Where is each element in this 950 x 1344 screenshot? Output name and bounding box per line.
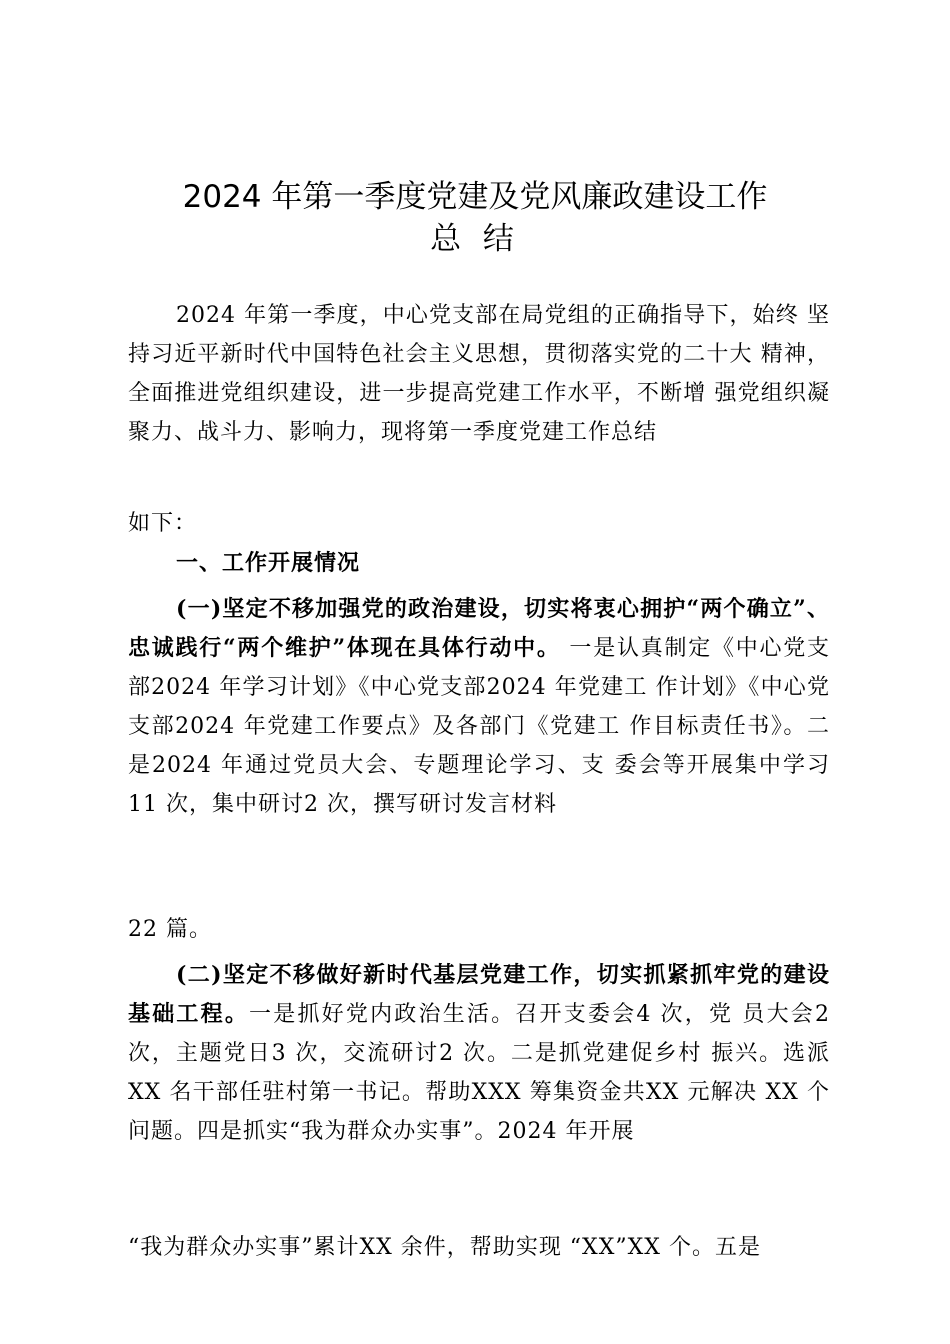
intro-paragraph: 2024 年第一季度，中心党支部在局党组的正确指导下，始终 坚持习近平新时代中国特色社会主义思想，贯彻落实党的二十大 精神，全面推进党组织建设，进一步提高党建工作水平，不断增 强党组织凝聚力、战斗力、影响力，现将第一季度党建工作总结 bbox=[128, 303, 830, 445]
item1-tail: 22 篇。 bbox=[128, 917, 212, 942]
document-title-line1: 2024 年第一季度党建及党风廉政建设工作 bbox=[182, 179, 768, 215]
document-title-line2: 总 结 bbox=[430, 221, 520, 257]
intro-tail: 如下： bbox=[128, 511, 198, 536]
item1-body: 一是认真制定《中心党支部2024 年学习计划》《中心党支部2024 年党建工 作计划》《中心党支部2024 年党建工作要点》及各部门《党建工 作目标责任书》。二是2024 年通过党员大会、专题理论学习、支 委会等开展集中学习11 次，集中研讨2 次，撰写研讨发言材料 bbox=[128, 636, 831, 817]
item2-tail: “我为群众办实事”累计XX 余件，帮助实现 “XX”XX 个。五是 bbox=[128, 1235, 761, 1260]
item1-bold-lead: (一)坚定不移加强党的政治建设，切实将衷心拥护“两个确立”、忠诚践行“两个维护”体现在具体行动中。 bbox=[128, 596, 830, 661]
item2-paragraph bbox=[128, 956, 830, 1151]
item2-bold-lead: (二)坚定不移做好新时代基层党建工作，切实抓紧抓牢党的建设基础工程。 bbox=[128, 962, 830, 1027]
item2-body: 一是抓好党内政治生活。召开支委会4 次，党 员大会2 次，主题党日3 次，交流研讨2 次。二是抓党建促乡村 振兴。选派 XX 名干部任驻村第一书记。帮助XXX 筹集资金共XX 元解决 XX 个问题。四是抓实“我为群众办实事”。2024 年开展 bbox=[128, 1002, 830, 1144]
section-heading: 一、工作开展情况 bbox=[176, 551, 361, 576]
item1-paragraph bbox=[128, 590, 830, 824]
